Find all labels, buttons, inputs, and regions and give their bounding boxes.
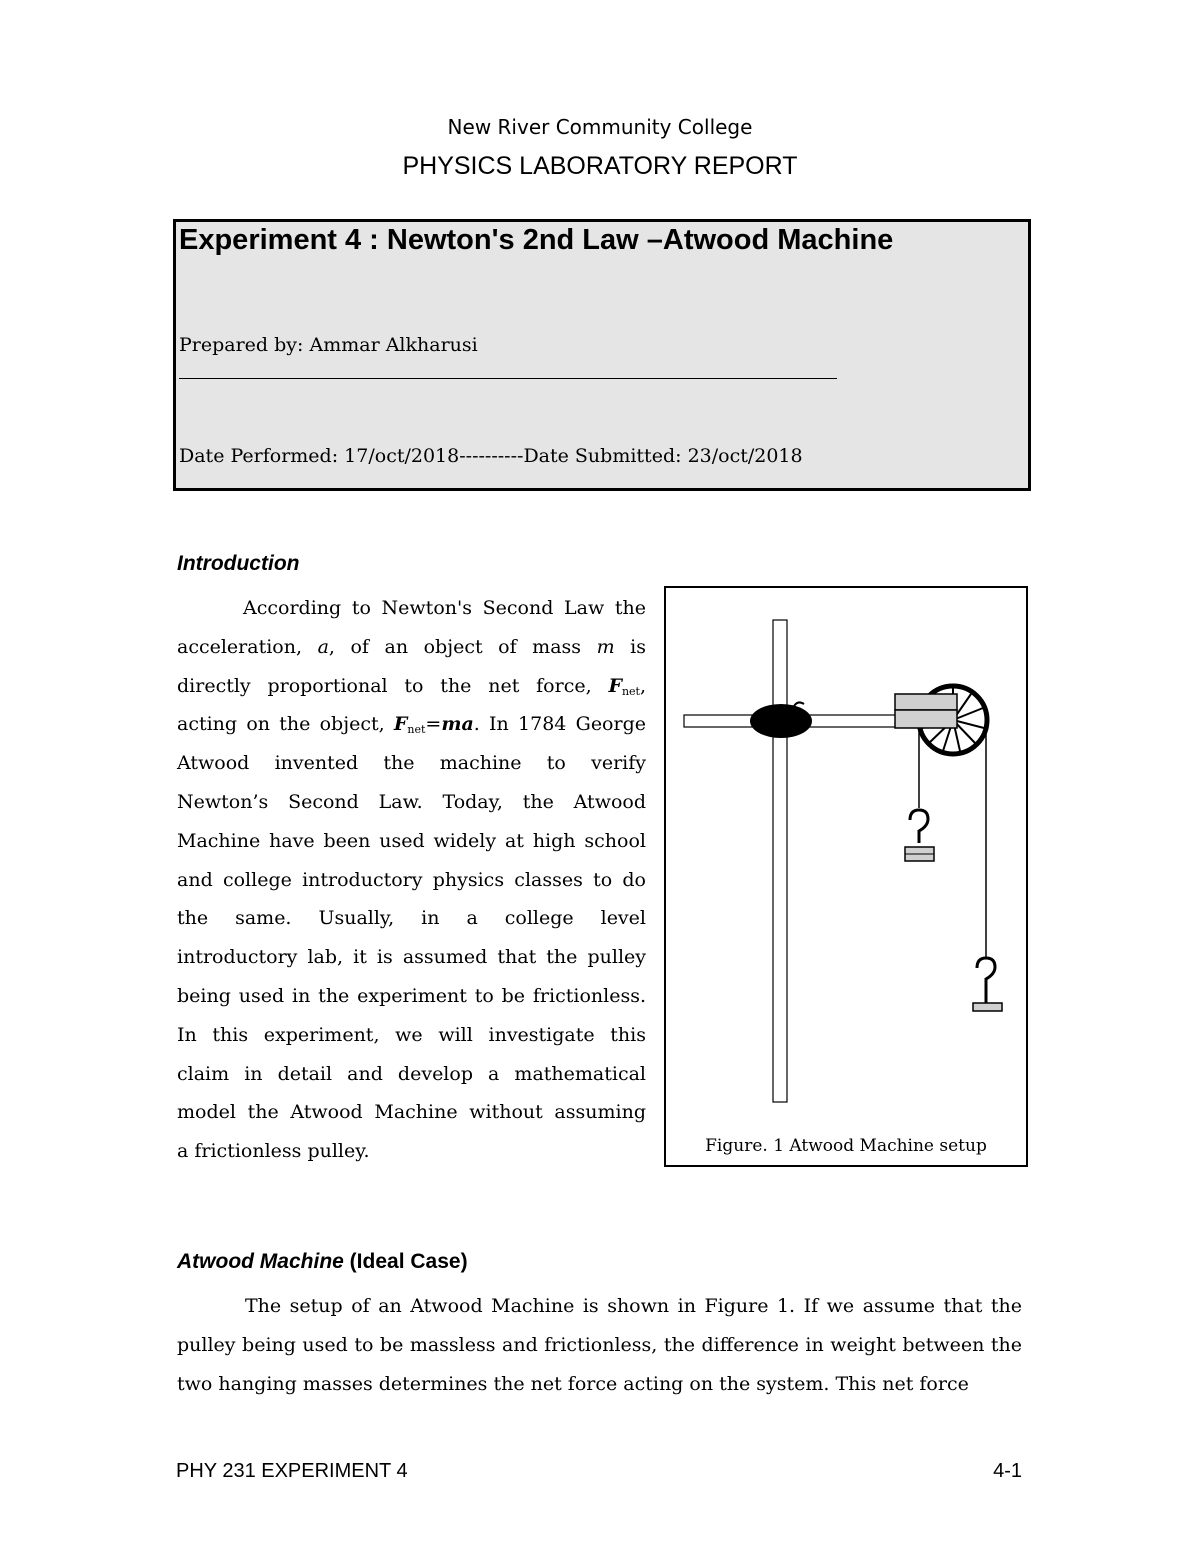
date-performed: 17/oct/2018 [344, 445, 460, 467]
intro-line: acting on the object, $F_{net}=ma$. In 1784 George [177, 713, 646, 737]
college-name: New River Community College [447, 115, 753, 139]
title-box [173, 219, 1031, 491]
intro-line: and college introductory physics classes to do [177, 868, 646, 891]
intro-line: acceleration, a, of an object of mass m is [177, 635, 646, 658]
prepared-name: Ammar Alkharusi [309, 334, 478, 356]
date-submitted: 23/oct/2018 [687, 445, 803, 467]
hanging-mass-icon [973, 958, 1002, 1011]
footer-page-number: 4-1 [993, 1460, 1022, 1482]
report-title: PHYSICS LABORATORY REPORT [402, 152, 798, 180]
footer-course: PHY 231 EXPERIMENT 4 [176, 1460, 408, 1482]
intro-line: model the Atwood Machine without assuming [177, 1101, 646, 1124]
intro-line: claim in detail and develop a mathematical [177, 1062, 646, 1085]
intro-line: introductory lab, it is assumed that the pulley [177, 946, 646, 969]
signature-line [179, 378, 837, 379]
stand-rod-icon [773, 620, 787, 1102]
introduction-heading: Introduction [177, 552, 300, 575]
prepared-label: Prepared by: [179, 334, 304, 356]
intro-line: directly proportional to the net force, $F_{net}$, [177, 674, 646, 698]
atwood-heading: Atwood Machine (Ideal Case) [177, 1250, 468, 1273]
dates-line [179, 445, 803, 467]
figure-atwood-machine [664, 586, 1028, 1167]
prepared-by [179, 334, 478, 356]
pulley-mount-top [895, 694, 957, 710]
intro-line: Newton’s Second Law. Today, the Atwood [177, 790, 646, 813]
intro-line: Machine have been used widely at high school [177, 829, 646, 852]
hanging-mass-icon [905, 810, 934, 861]
atwood-diagram [666, 588, 1026, 1165]
introduction-paragraph [177, 589, 646, 1171]
pulley-mount-bottom [895, 710, 957, 728]
atwood-paragraph-text: The setup of an Atwood Machine is shown in Figure 1. If we assume that the pulley being used to be massless and frictionless, the difference in weight between the two hanging masses determines the net force acting on the system. This net force [177, 1295, 1022, 1395]
date-submitted-label: Date Submitted: [523, 445, 682, 467]
intro-line: According to Newton's Second Law the [243, 597, 646, 619]
intro-line: a frictionless pulley. [177, 1140, 370, 1163]
intro-line: Atwood invented the machine to verify [177, 752, 646, 775]
intro-line: being used in the experiment to be frictionless. [177, 984, 646, 1007]
experiment-title: Experiment 4 : Newton's 2nd Law –Atwood Machine [179, 224, 894, 256]
intro-line: In this experiment, we will investigate this [177, 1023, 646, 1046]
atwood-paragraph [177, 1287, 1022, 1403]
intro-line: the same. Usually, in a college level [177, 907, 646, 930]
figure-caption: Figure. 1 Atwood Machine setup [705, 1136, 987, 1156]
date-performed-label: Date Performed: [179, 445, 339, 467]
clamp-screw [794, 702, 804, 706]
clamp-icon [750, 704, 812, 738]
date-separator: ---------- [459, 445, 524, 467]
